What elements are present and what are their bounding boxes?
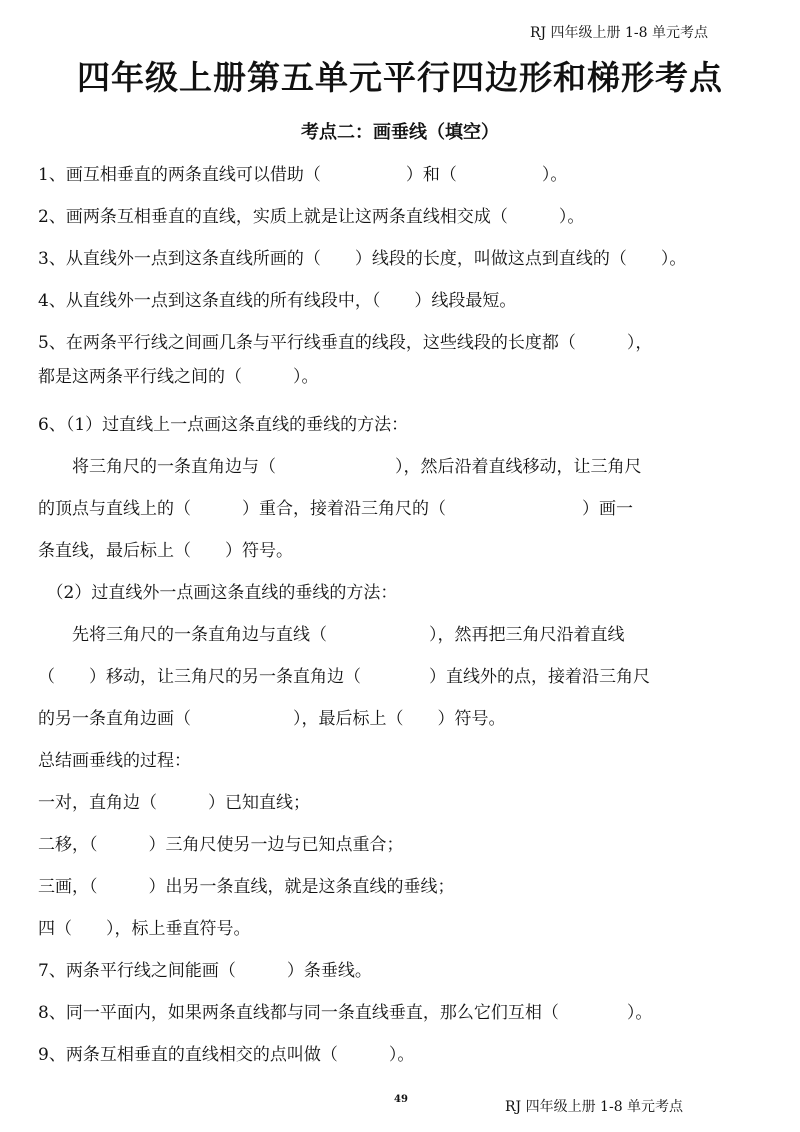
question-line: 的顶点与直线上的（ ）重合，接着沿三角尺的（ ）画一 (38, 499, 633, 519)
question-line: 3、从直线外一点到这条直线所画的（ ）线段的长度，叫做这点到直线的（ ）。 (38, 249, 687, 269)
question-line: 都是这两条平行线之间的（ ）。 (38, 367, 319, 387)
running-header-top: RJ 四年级上册 1-8 单元考点 (529, 25, 708, 41)
running-header-bottom: RJ 四年级上册 1-8 单元考点 (505, 1099, 684, 1115)
question-line: 三画，（ ）出另一条直线，就是这条直线的垂线； (38, 877, 455, 897)
question-line: 总结画垂线的过程： (38, 751, 191, 771)
question-line: 一对，直角边（ ）已知直线； (38, 793, 310, 813)
question-line: 2、画两条互相垂直的直线，实质上就是让这两条直线相交成（ ）。 (38, 207, 585, 227)
question-line: 8、同一平面内，如果两条直线都与同一条直线垂直，那么它们互相（ ）。 (38, 1003, 653, 1023)
question-line: 二移，（ ）三角尺使另一边与已知点重合； (38, 835, 404, 855)
question-line: 7、两条平行线之间能画（ ）条垂线。 (38, 961, 372, 981)
question-line: 9、两条互相垂直的直线相交的点叫做（ ）。 (38, 1045, 415, 1065)
question-line: （2）过直线外一点画这条直线的垂线的方法： (38, 583, 398, 603)
question-line: 条直线，最后标上（ ）符号。 (38, 541, 293, 561)
question-line: 1、画互相垂直的两条直线可以借助（ ）和（ ）。 (38, 165, 568, 185)
question-line: 6、（1）过直线上一点画这条直线的垂线的方法： (38, 415, 409, 435)
question-line: 将三角尺的一条直角边与（ ），然后沿着直线移动，让三角尺 (38, 457, 642, 477)
page-number: 49 (394, 1094, 408, 1105)
question-line: （ ）移动，让三角尺的另一条直角边（ ）直线外的点，接着沿三角尺 (38, 667, 650, 687)
question-line: 的另一条直角边画（ ），最后标上（ ）符号。 (38, 709, 506, 729)
section-subtitle: 考点二：画垂线（填空） (301, 122, 499, 143)
question-line: 4、从直线外一点到这条直线的所有线段中，（ ）线段最短。 (38, 291, 517, 311)
question-line: 5、在两条平行线之间画几条与平行线垂直的线段，这些线段的长度都（ ）， (38, 333, 653, 353)
question-line: 先将三角尺的一条直角边与直线（ ），然再把三角尺沿着直线 (38, 625, 625, 645)
page-title: 四年级上册第五单元平行四边形和梯形考点 (77, 58, 723, 97)
question-line: 四（ ），标上垂直符号。 (38, 919, 251, 939)
